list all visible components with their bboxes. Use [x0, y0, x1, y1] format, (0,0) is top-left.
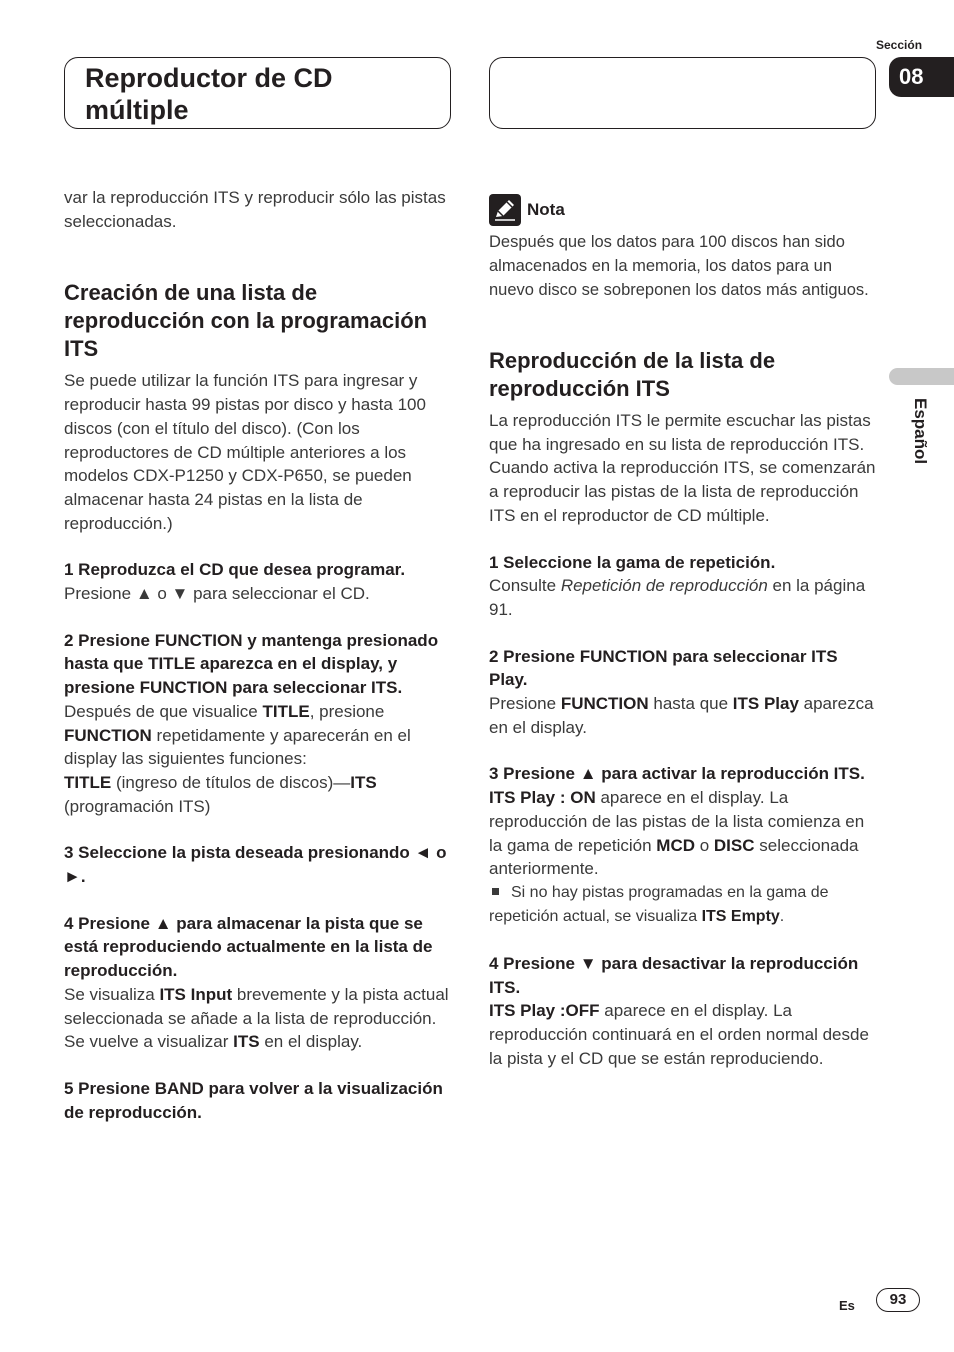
step-2: 2 Presione FUNCTION para seleccionar ITS Play. — [489, 646, 838, 690]
section-title: Reproductor de CD múltiple — [85, 63, 333, 125]
pencil-note-icon — [489, 194, 521, 226]
step-5: 5 Presione BAND para volver a la visualización de reproducción. — [64, 1078, 443, 1122]
step-3: 3 Seleccione la pista deseada presionando ◄ o ►. — [64, 843, 447, 887]
step-4: 4 Presione ▼ para desactivar la reproducción ITS. — [489, 953, 859, 997]
section-header-box — [64, 57, 451, 129]
step-1-detail: Consulte Repetición de reproducción en la página 91. — [489, 576, 866, 619]
header-empty-box — [489, 57, 876, 129]
step-2-detail: Presione FUNCTION hasta que ITS Play aparezca en el display. — [489, 694, 874, 737]
step-1: 1 Reproduzca el CD que desea programar. — [64, 560, 406, 580]
language-tab-bar — [889, 368, 954, 385]
page-number: 93 — [876, 1288, 920, 1312]
bullet-square-icon — [492, 888, 499, 895]
step-3: 3 Presione ▲ para activar la reproducción ITS. — [489, 764, 865, 784]
note-title: Nota — [527, 200, 565, 219]
intro-text: var la reproducción ITS y reproducir sólo las pistas seleccionadas. — [64, 188, 446, 231]
step-4-detail: Se visualiza ITS Input brevemente y la pista actual seleccionada se añade a la lista de reproducción. Se vuelve a visualizar ITS en el display. — [64, 984, 449, 1052]
left-column — [64, 186, 454, 1124]
note-header — [489, 194, 879, 226]
section-label: Sección — [876, 38, 923, 52]
bullet-note: Si no hay pistas programadas en la gama de repetición actual, se visualiza ITS Empty. — [489, 883, 829, 925]
step-1-detail: Presione ▲ o ▼ para seleccionar el CD. — [64, 584, 370, 604]
right-column — [489, 194, 879, 1070]
footer-language: Es — [839, 1298, 855, 1313]
step-3-detail: ITS Play : ON aparece en el display. La reproducción de las pistas de la lista comienza en la gama de repetición MCD o DISC seleccionada anteriormente. — [489, 788, 865, 879]
note-text: Después que los datos para 100 discos han sido almacenados en la memoria, los datos para un nuevo disco se sobreponen los datos más antiguos. — [489, 233, 869, 299]
step-2: 2 Presione FUNCTION y mantenga presionado hasta que TITLE aparezca en el display, y presione FUNCTION para seleccionar ITS. — [64, 630, 439, 698]
section-number-tab: 08 — [889, 57, 954, 97]
step-1: 1 Seleccione la gama de repetición. — [489, 552, 776, 572]
its-playback-paragraph: La reproducción ITS le permite escuchar las pistas que ha ingresado en su lista de reproducción ITS. Cuando activa la reproducción ITS, se comenzarán a reproducir las pistas de la lista de reproducción ITS en el reproductor de CD múltiple. — [489, 411, 876, 525]
its-programming-paragraph: Se puede utilizar la función ITS para ingresar y reproducir hasta 99 pistas por disco y hasta 100 discos (con el título del disco). (Con los reproductores de CD múltiple anteriores a los modelos CDX-P1250 y CDX-P650, se pueden almacenar hasta 24 pistas en la lista de reproducción.) — [64, 371, 426, 533]
step-4: 4 Presione ▲ para almacenar la pista que se está reproduciendo actualmente en la lista de reproducción. — [64, 913, 433, 981]
heading-its-programming: Creación de una lista de reproducción con la programación ITS — [64, 280, 428, 362]
step-4-detail: ITS Play :OFF aparece en el display. La reproducción continuará en el orden normal desde la pista y el CD que se están reproduciendo. — [489, 1001, 869, 1068]
language-label: Español — [911, 398, 930, 465]
heading-its-playback: Reproducción de la lista de reproducción ITS — [489, 348, 776, 401]
step-2-detail: Después de que visualice TITLE, presione FUNCTION repetidamente y aparecerán en el display las siguientes funciones: TITLE (ingreso de títulos de discos)—ITS (programación ITS) — [64, 701, 411, 816]
